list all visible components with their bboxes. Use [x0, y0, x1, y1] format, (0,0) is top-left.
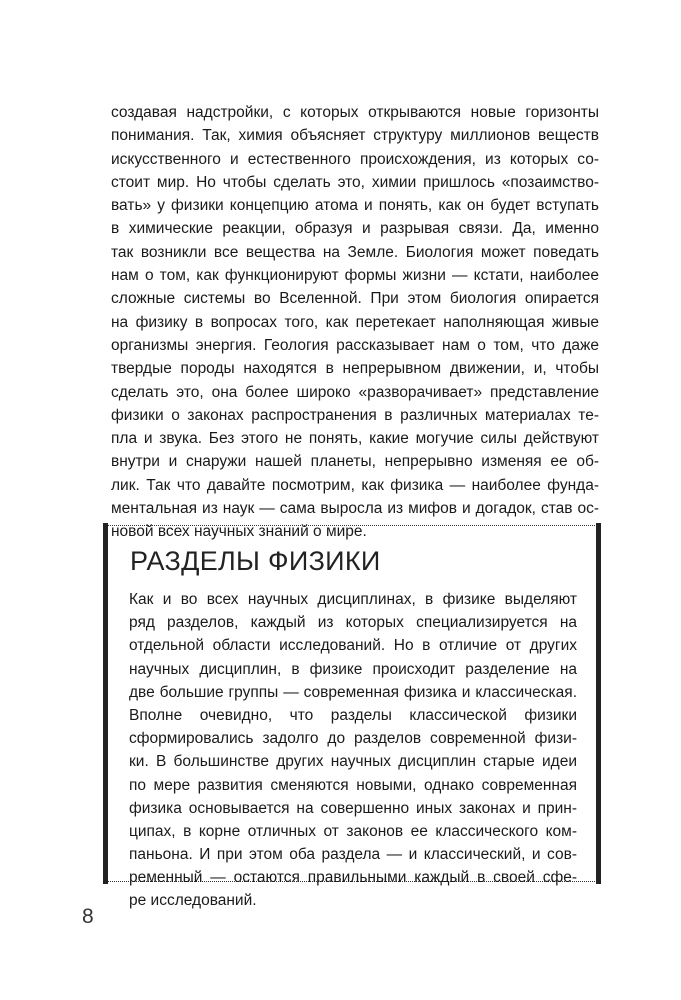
sidebar-line: ряд разделов, каждый из которых специализируется на: [129, 614, 577, 632]
body-line: новой всех научных знаний о мире.: [111, 523, 367, 541]
body-line: твердые породы находятся в непрерывном движении, и, чтобы: [111, 360, 599, 378]
page-number: 8: [82, 905, 94, 928]
body-line: на физику в вопросах того, как перетекает наполняющая живые: [111, 313, 599, 331]
body-line: физики о законах распространения в различных материалах те-: [111, 406, 599, 424]
sidebar-line: научных дисциплин, в физике происходит разделение на: [129, 660, 577, 678]
sidebar-line: физика основывается на совершенно иных законах и прин-: [129, 799, 577, 817]
sidebar-line: ре исследований.: [129, 892, 257, 910]
body-line: стоит мир. Но чтобы сделать это, химии пришлось «позаимство-: [111, 173, 599, 191]
sidebar-title: РАЗДЕЛЫ ФИЗИКИ: [130, 546, 381, 576]
body-line: так возникли все вещества на Земле. Биология может поведать: [111, 243, 599, 261]
sidebar-line: Как и во всех научных дисциплинах, в физике выделяют: [129, 591, 577, 608]
sidebar-line: по мере развития сменяются новыми, однако современная: [129, 776, 577, 794]
sidebar-box: [103, 525, 601, 910]
sidebar-line: ременный — остаются правильными каждый в своей сфе-: [129, 869, 577, 887]
body-line: сложные системы во Вселенной. При этом биология опирается: [111, 290, 599, 308]
sidebar-line: сформировались задолго до разделов современной физи-: [129, 730, 577, 748]
body-line: нам о том, как функционируют формы жизни — кстати, наиболее: [111, 267, 599, 285]
sidebar-line: отдельной области исследований. Но в отличие от других: [129, 637, 577, 655]
body-line: организмы энергия. Геология рассказывает нам о том, что даже: [111, 336, 599, 354]
sidebar-line: ципах, в корне отличных от законов ее классического ком-: [129, 822, 577, 840]
body-line: создавая надстройки, с которых открываются новые горизонты: [111, 104, 599, 121]
box-corner: [596, 879, 601, 884]
body-line: понимания. Так, химия объясняет структуру миллионов веществ: [111, 127, 599, 145]
body-line: искусственного и естественного происхождения, из которых со-: [111, 150, 599, 168]
body-line: вать» у физики концепцию атома и понять, как он будет вступать: [111, 197, 599, 215]
sidebar-line: ки. В большинстве других научных дисциплин старые идеи: [129, 753, 577, 771]
body-line: пла и звука. Без этого не понять, какие могучие силы действуют: [111, 430, 599, 448]
body-text: [111, 101, 599, 544]
sidebar-line: Вполне очевидно, что разделы классической физики: [129, 706, 577, 724]
box-corner: [103, 879, 108, 884]
body-line: ментальная из наук — сама выросла из мифов и догадок, став ос-: [111, 500, 599, 518]
box-corner: [596, 523, 601, 528]
sidebar-line: паньона. И при этом оба раздела — и классический, и сов-: [129, 846, 577, 864]
body-line: внутри и снаружи нашей планеты, непрерывно изменяя ее об-: [111, 453, 599, 471]
sidebar-line: две большие группы — современная физика и классическая.: [129, 683, 577, 701]
box-corner: [103, 523, 108, 528]
body-line: лик. Так что давайте посмотрим, как физика — наиболее фунда-: [111, 476, 599, 494]
body-line: в химические реакции, образуя и разрывая связи. Да, именно: [111, 220, 599, 238]
sidebar-text: [129, 588, 577, 913]
body-line: сделать это, она более широко «разворачивает» представление: [111, 383, 599, 401]
